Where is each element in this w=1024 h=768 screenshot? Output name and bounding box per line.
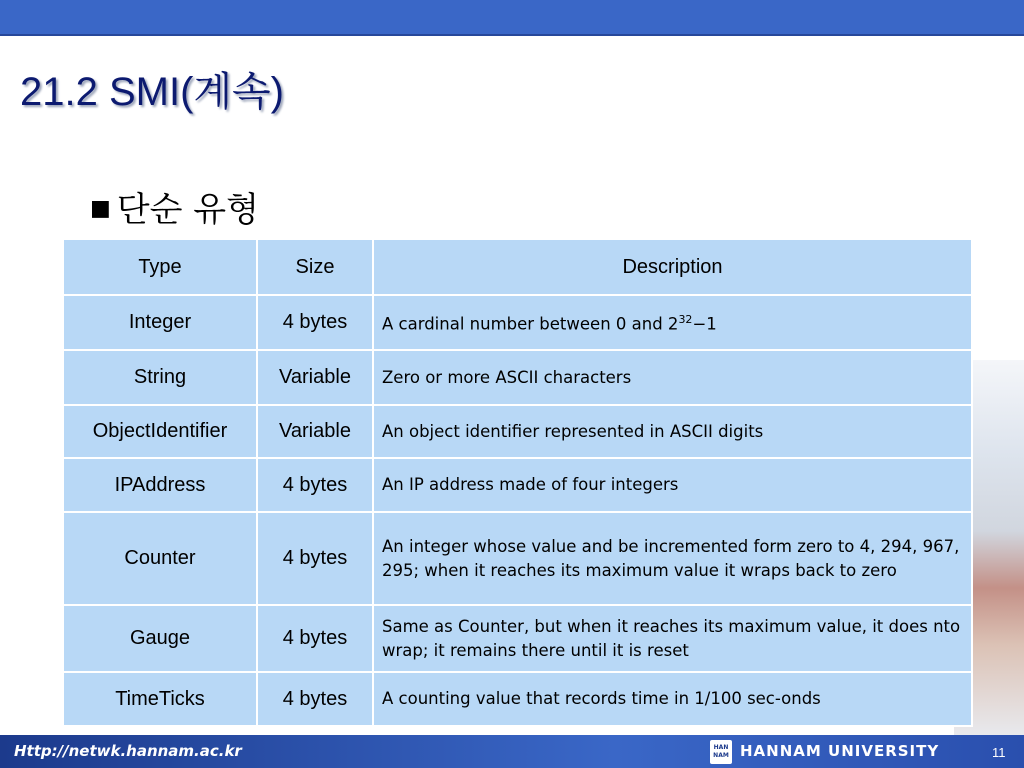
description-text: A cardinal number between 0 and 2: [382, 314, 679, 334]
bullet-text: 단순 유형: [116, 190, 259, 230]
footer-university-name: HANNAM UNIVERSITY: [740, 742, 940, 760]
table-row: [63, 605, 972, 672]
page-number: 11: [992, 745, 1006, 760]
cell-description: Same as Counter, but when it reaches its maximum value, it does nto wrap; it remains there until it is reset: [373, 605, 972, 672]
bullet-heading: [90, 182, 259, 231]
table-header-row: [63, 239, 972, 295]
cell-type: Integer: [63, 295, 257, 350]
square-bullet-icon: ■: [90, 196, 111, 221]
header-description: Description: [373, 239, 972, 295]
footer-url-link[interactable]: Http://netwk.hannam.ac.kr: [14, 742, 242, 760]
slide-title: 21.2 SMI(계속): [20, 70, 284, 114]
cell-size: 4 bytes: [257, 295, 373, 350]
cell-size: 4 bytes: [257, 605, 373, 672]
table-row: [63, 350, 972, 405]
cell-type: TimeTicks: [63, 672, 257, 726]
cell-type: ObjectIdentifier: [63, 405, 257, 458]
table-row: [63, 405, 972, 458]
table-row: [63, 672, 972, 726]
cell-size: Variable: [257, 405, 373, 458]
cell-type: String: [63, 350, 257, 405]
cell-size: Variable: [257, 350, 373, 405]
cell-type: Gauge: [63, 605, 257, 672]
table-row: [63, 458, 972, 512]
cell-description: An IP address made of four integers: [373, 458, 972, 512]
cell-size: 4 bytes: [257, 672, 373, 726]
university-logo-icon: [710, 740, 732, 764]
table-row: [63, 512, 972, 605]
cell-description: An integer whose value and be incremented form zero to 4, 294, 967, 295; when it reaches its maximum value it wraps back to zero: [373, 512, 972, 605]
cell-type: Counter: [63, 512, 257, 605]
smi-types-table: [62, 238, 973, 727]
top-bar: [0, 0, 1024, 36]
cell-description: Zero or more ASCII characters: [373, 350, 972, 405]
description-superscript: 32: [678, 313, 693, 327]
table-row: [63, 295, 972, 350]
description-suffix: −1: [692, 314, 717, 334]
cell-description: [373, 295, 972, 350]
logo-text: HAN NAM: [713, 744, 729, 759]
cell-description: A counting value that records time in 1/100 sec-onds: [373, 672, 972, 726]
footer-bar: [0, 735, 1024, 768]
cell-description: An object identifier represented in ASCII digits: [373, 405, 972, 458]
cell-size: 4 bytes: [257, 512, 373, 605]
cell-size: 4 bytes: [257, 458, 373, 512]
cell-type: IPAddress: [63, 458, 257, 512]
header-size: Size: [257, 239, 373, 295]
header-type: Type: [63, 239, 257, 295]
